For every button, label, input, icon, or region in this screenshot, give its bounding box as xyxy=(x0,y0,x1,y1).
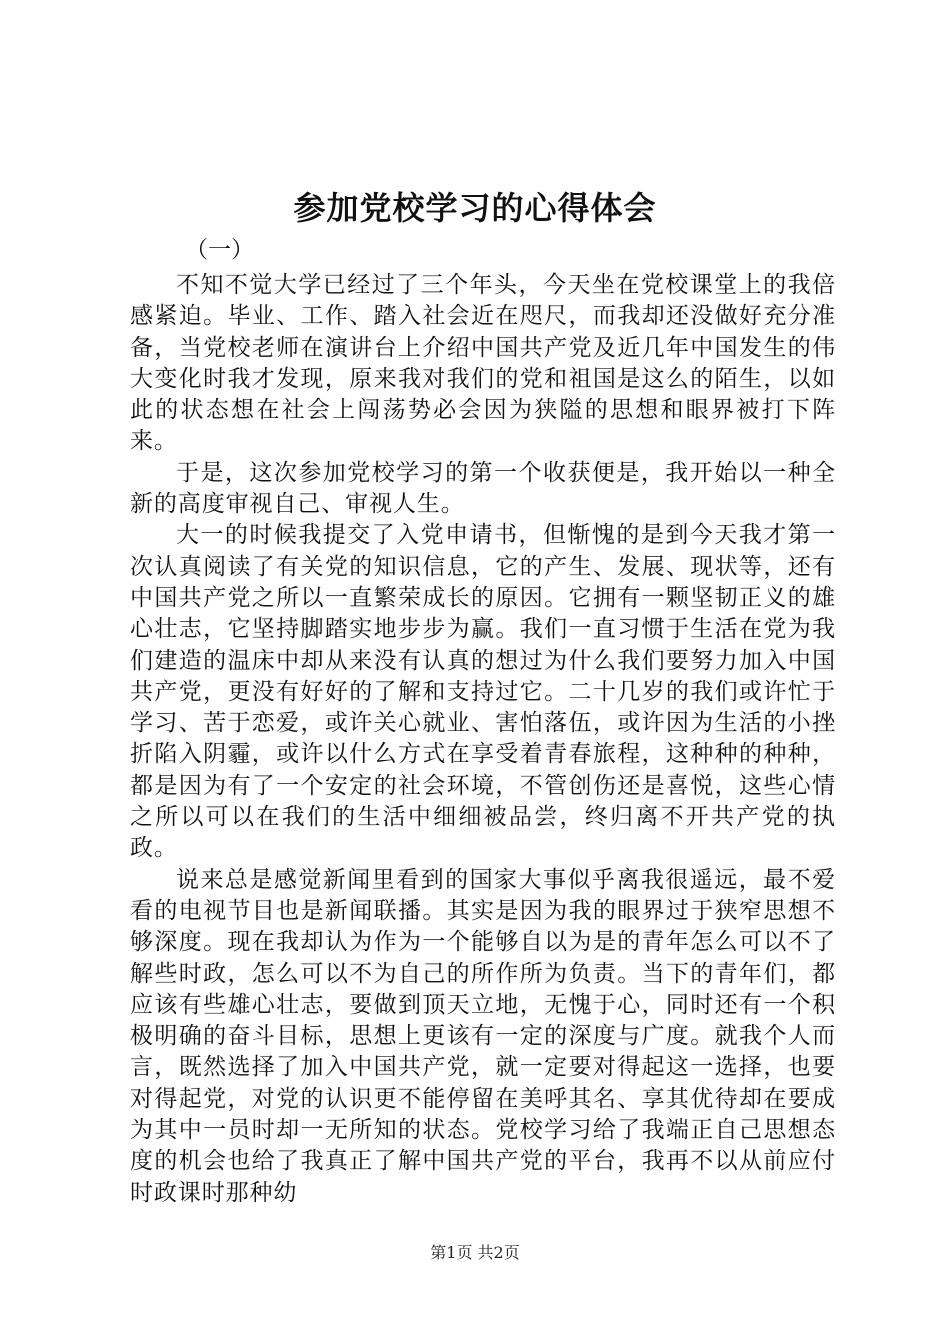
paragraph: 不知不觉大学已经过了三个年头，今天坐在党校课堂上的我倍感紧迫。毕业、工作、踏入社会近在咫尺，而我却还没做好充分准备，当党校老师在演讲台上介绍中国共产党及近几年中国发生的伟大变化时我才发现，原来我对我们的党和祖国是这么的陌生，以如此的状态想在社会上闯荡势必会因为狭隘的思想和眼界被打下阵来。 xyxy=(130,272,836,455)
document-body xyxy=(130,270,836,1209)
page-footer: 第1页 共2页 xyxy=(430,1243,520,1262)
paragraph: 说来总是感觉新闻里看到的国家大事似乎离我很遥远，最不爱看的电视节目也是新闻联播。其实是因为我的眼界过于狭窄思想不够深度。现在我却认为作为一个能够自以为是的青年怎么可以不了解些时政，怎么可以不为自己的所作所为负责。当下的青年们，都应该有些雄心壮志，要做到顶天立地，无愧于心，同时还有一个积极明确的奋斗目标，思想上更该有一定的深度与广度。就我个人而言，既然选择了加入中国共产党，就一定要对得起这一选择，也要对得起党，对党的认识更不能停留在美呼其名、享其优待却在要成为其中一员时却一无所知的状态。党校学习给了我端正自己思想态度的机会也给了我真正了解中国共产党的平台，我再不以从前应付时政课时那种幼 xyxy=(130,866,836,1206)
section-label: （一） xyxy=(185,237,254,263)
paragraph: 大一的时候我提交了入党申请书，但惭愧的是到今天我才第一次认真阅读了有关党的知识信息，它的产生、发展、现状等，还有中国共产党之所以一直繁荣成长的原因。它拥有一颗坚韧正义的雄心壮志，它坚持脚踏实地步步为赢。我们一直习惯于生活在党为我们建造的温床中却从来没有认真的想过为什么我们要努力加入中国共产党，更没有好好的了解和支持过它。二十几岁的我们或许忙于学习、苦于恋爱，或许关心就业、害怕落伍，或许因为生活的小挫折陷入阴霾，或许以什么方式在享受着青春旅程，这种种的种种，都是因为有了一个安定的社会环境，不管创伤还是喜悦，这些心情之所以可以在我们的生活中细细被品尝，终归离不开共产党的执政。 xyxy=(130,522,836,862)
paragraph: 于是，这次参加党校学习的第一个收获便是，我开始以一种全新的高度审视自己、审视人生。 xyxy=(130,459,836,518)
document-title: 参加党校学习的心得体会 xyxy=(293,189,657,227)
